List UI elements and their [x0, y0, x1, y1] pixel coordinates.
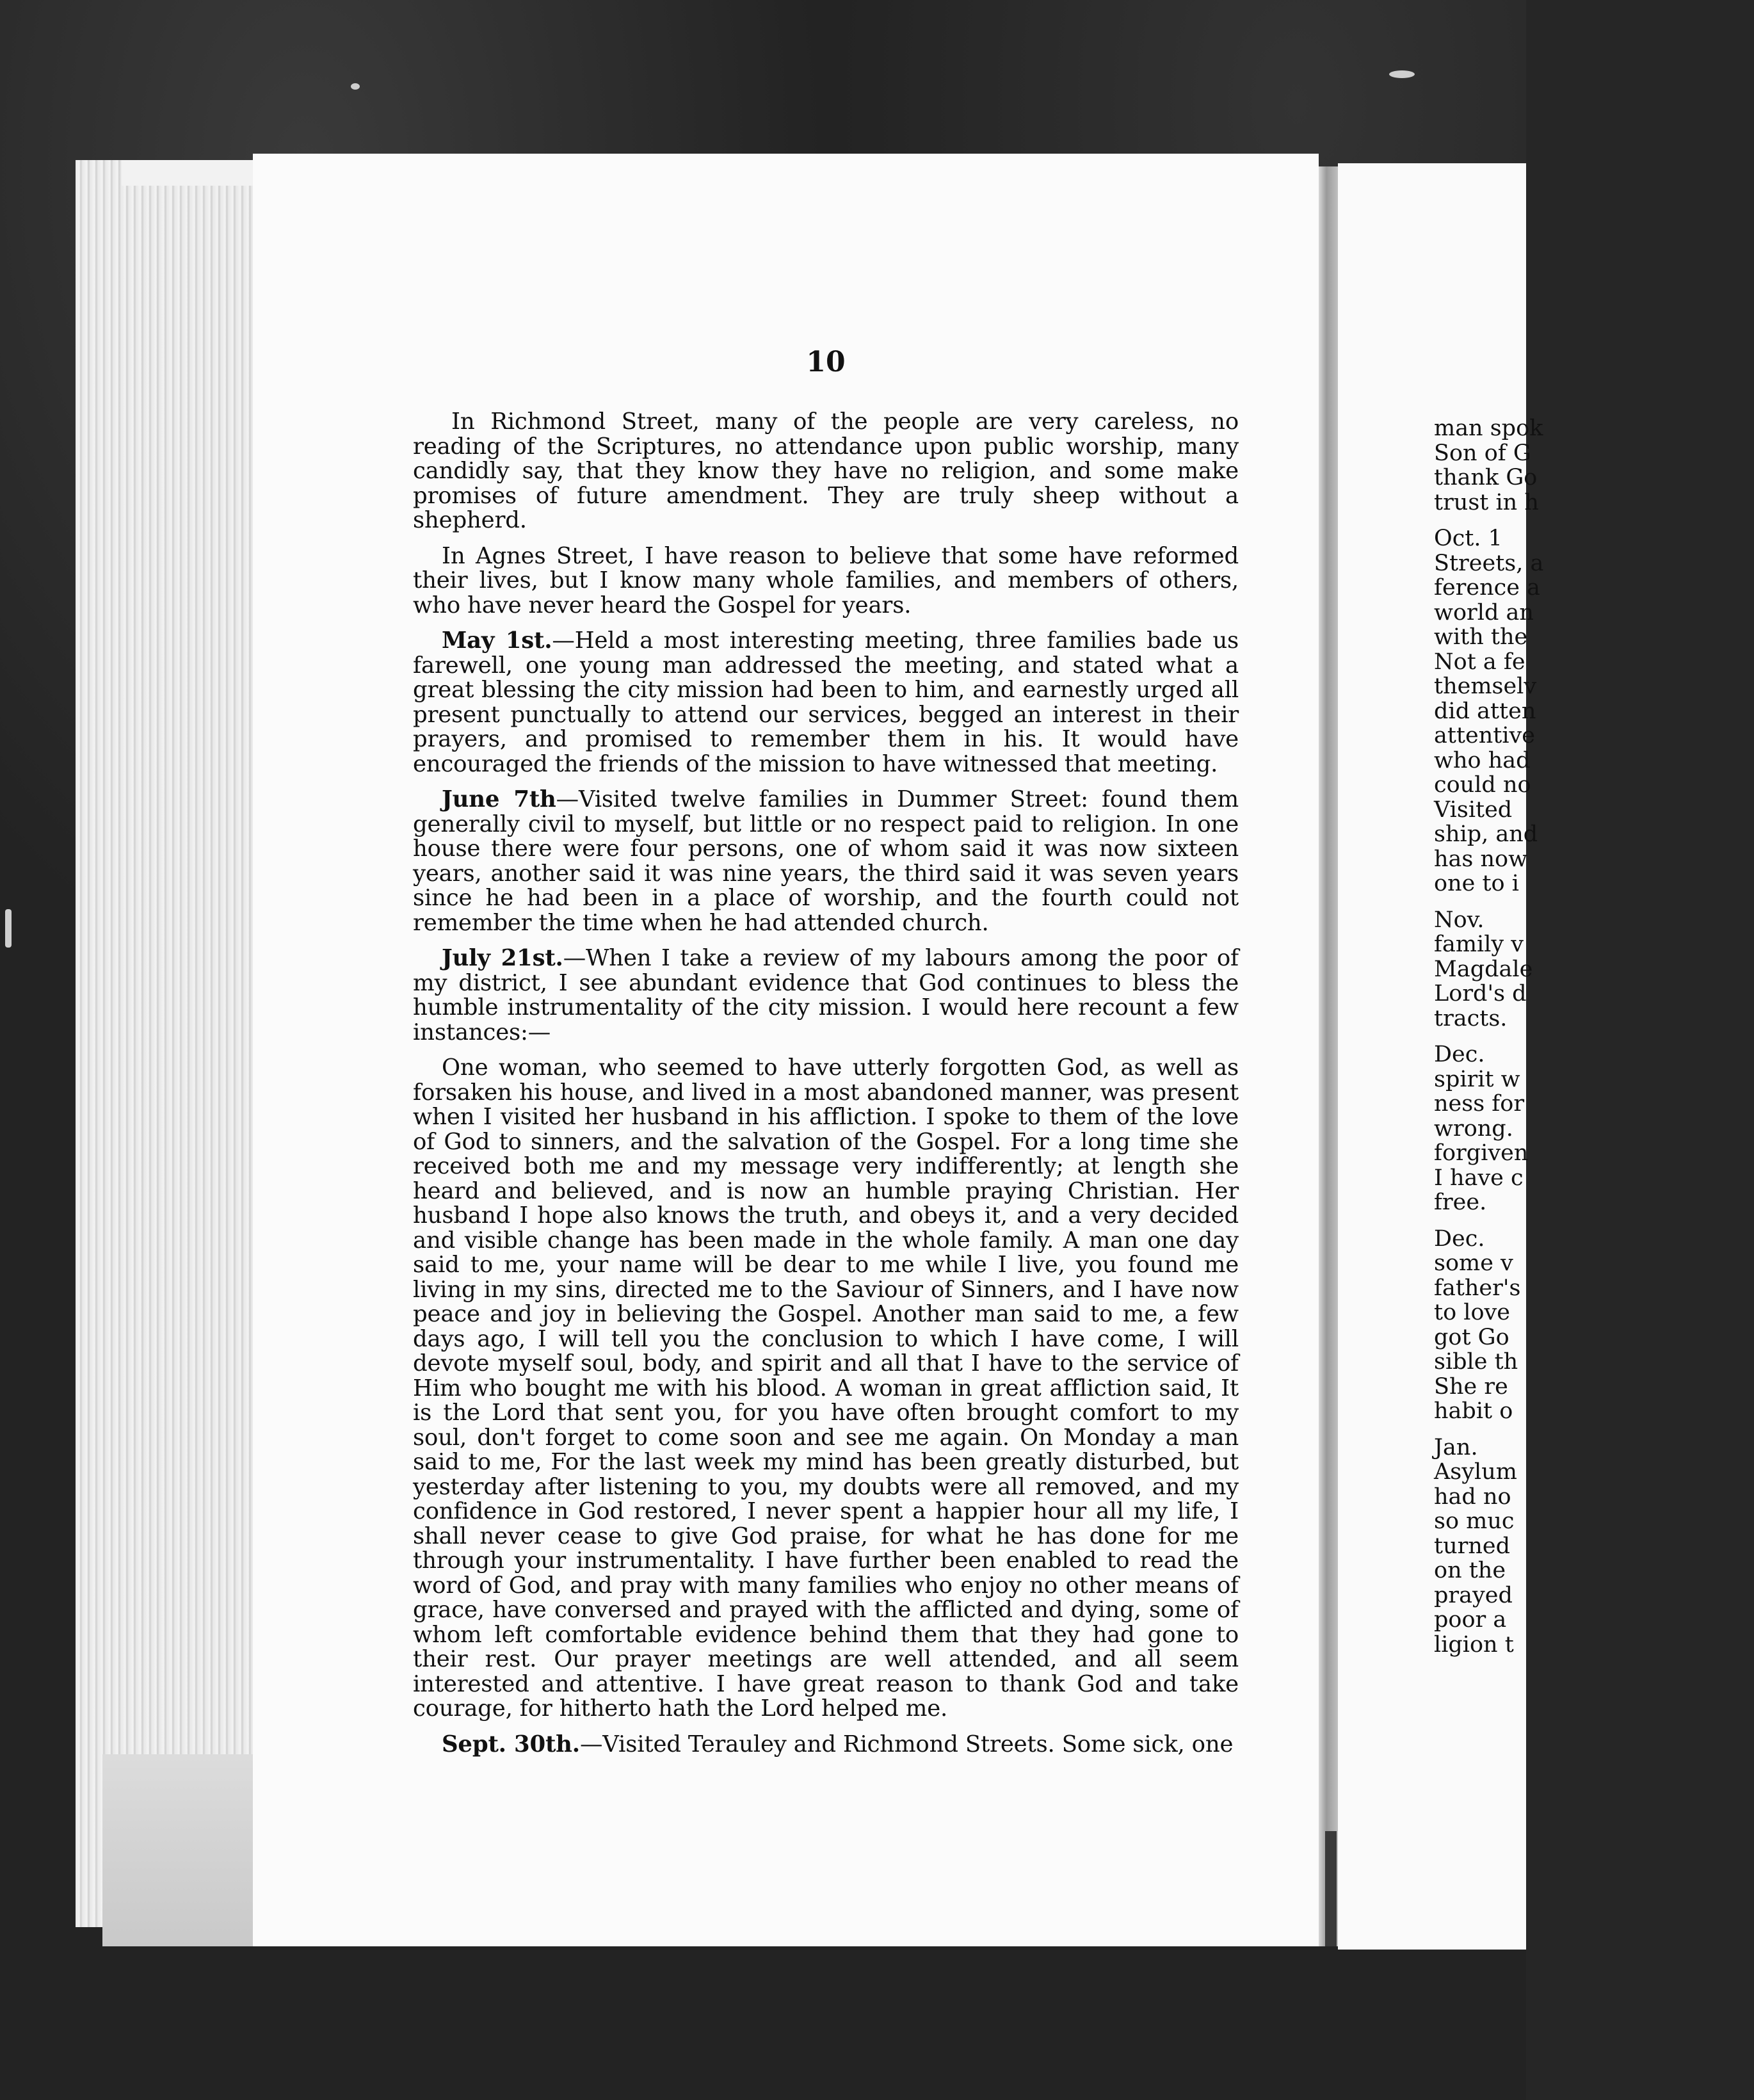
paragraph-text: —Held a most interesting meeting, three families bade us farewell, one young man addressed the meeting, and stated what a great blessing the city mission had been to him, and earnestly urged all present punctually to attend our services, begged an interest in their prayers, and promised to remember them in his. It would have encouraged the friends of the mission to have witnessed that meeting. — [413, 627, 1239, 777]
right-page-line: did atten — [1434, 698, 1536, 724]
right-page-line: has now — [1434, 846, 1528, 872]
paragraph-text: —When I take a review of my labours among the poor of my district, I see abundant evidence that God continues to bless the humble instrumentality of the city mission. I would here recount a few instances:— — [413, 945, 1239, 1046]
paragraph-text: In Richmond Street, many of the people are very careless, no reading of the Scriptures, no attendance upon public worship, many candidly say, that they know they have no religion, and some make promises of future amendment. They are truly sheep without a shepherd. — [413, 408, 1239, 533]
paragraph-gap — [1434, 1215, 1754, 1227]
right-page-line: Magdale — [1434, 956, 1533, 982]
right-page-line: Not a fe — [1434, 649, 1525, 675]
date-heading: Sept. 30th. — [442, 1731, 580, 1757]
right-page — [1338, 163, 1544, 1950]
paragraph-text: —Visited twelve families in Dummer Street: found them generally civil to myself, but little or no respect paid to religion. In one house there were four persons, one of whom said it was now sixteen years, another said it was nine years, the third said it was seven years since he had been in a place of worship, and the fourth could not remember the time when he had attended church. — [413, 786, 1239, 936]
paragraph — [413, 946, 1239, 1045]
right-page-line: Asylum — [1434, 1459, 1517, 1485]
right-page-line: attentive — [1434, 723, 1535, 748]
date-heading: June 7th — [442, 786, 556, 812]
right-page-line: ness for — [1434, 1091, 1525, 1117]
right-page-line: family v — [1434, 932, 1524, 957]
paragraph — [413, 629, 1239, 777]
right-page-line: poor a — [1434, 1607, 1507, 1633]
paragraph — [413, 1732, 1239, 1757]
dust-speck — [5, 909, 12, 948]
right-page-line: Dec. — [1434, 1225, 1485, 1252]
right-page-line: with the — [1434, 624, 1528, 650]
right-page-line: had no — [1434, 1483, 1511, 1510]
right-page-line: world an — [1434, 599, 1534, 626]
paragraph-gap — [1434, 515, 1754, 526]
right-page-line: Nov. — [1434, 907, 1484, 933]
right-page-line: Visited — [1434, 796, 1513, 823]
right-page-line: wrong. — [1434, 1115, 1513, 1142]
right-page-line: one to i — [1434, 871, 1519, 896]
right-page-line: to love — [1434, 1300, 1511, 1325]
paragraph-gap — [1434, 1031, 1754, 1042]
right-page-line: forgiven — [1434, 1140, 1529, 1166]
right-page-line: turned — [1434, 1533, 1510, 1559]
right-page-line: could no — [1434, 772, 1531, 798]
date-heading: May 1st. — [442, 627, 552, 654]
right-page-line: ligion t — [1434, 1631, 1514, 1658]
right-page-line: on the — [1434, 1558, 1506, 1583]
paragraph-text: —Visited Terauley and Richmond Streets. Some sick, one — [579, 1731, 1234, 1757]
right-page-line: some v — [1434, 1250, 1513, 1276]
right-page-line: sible th — [1434, 1349, 1518, 1375]
paragraph — [413, 410, 1239, 533]
right-page-line: spirit w — [1434, 1066, 1520, 1092]
right-page-line: Streets, a — [1434, 550, 1544, 576]
right-page-line: She re — [1434, 1373, 1508, 1400]
book-page-edges — [76, 160, 268, 1927]
date-heading: July 21st. — [442, 945, 563, 971]
main-text-column — [413, 410, 1239, 1768]
right-page-line: I have c — [1434, 1165, 1524, 1191]
right-page-line: prayed — [1434, 1582, 1513, 1608]
dust-speck — [1389, 70, 1415, 78]
right-page-line: father's — [1434, 1275, 1521, 1301]
right-page-line: who had — [1434, 747, 1531, 773]
book-gutter — [1319, 166, 1338, 1946]
paragraph-gap — [1434, 896, 1754, 908]
right-page-line: Oct. 1 — [1434, 526, 1502, 551]
right-page-line: trust in h — [1434, 489, 1539, 515]
right-page-line: thank Go — [1434, 465, 1538, 490]
dust-speck — [351, 83, 360, 90]
right-page-line: tracts. — [1434, 1005, 1508, 1031]
paragraph — [413, 544, 1239, 618]
paragraph — [413, 788, 1239, 935]
right-page-text — [1434, 416, 1754, 1657]
right-page-line: free. — [1434, 1190, 1487, 1215]
right-page-line: ship, and — [1434, 821, 1538, 847]
page-number: 10 — [806, 346, 846, 378]
right-page-line: got Go — [1434, 1324, 1509, 1350]
right-page-line: man spok — [1434, 416, 1543, 441]
right-page-line: Son of G — [1434, 440, 1531, 466]
paragraph-text: One woman, who seemed to have utterly forgotten God, as well as forsaken his house, and lived in a most abandoned manner, was present when I visited her husband in his affliction. I spoke to them of the love of God to sinners, and the salvation of the Gospel. For a long time she received both me and my message very indifferently; at length she heard and believed, and is now an humble praying Christian. Her husband I hope also knows the truth, and obeys it, and a very decided and visible change has been made in the whole family. A man one day said to me, your name will be dear to me while I live, you found me living in my sins, directed me to the Saviour of Sinners, and I have now peace and joy in believing the Gospel. Another man said to me, a few days ago, I will tell you the conclusion to which I have come, I will devote myself soul, body, and spirit and all that I have to the service of Him who bought me with his blood. A woman in great affliction said, It is the Lord that sent you, for you have often brought comfort to my soul, don't forget to come soon and see me again. On Monday a man said to me, For the last week my mind has been greatly disturbed, but yesterday after listening to you, my doubts were all removed, and my confidence in God restored, I never spent a happier hour all my life, I shall never cease to give God praise, for what he has done for me through your instrumentality. I have further been enabled to read the word of God, and pray with many families who enjoy no other means of grace, have conversed and prayed with the afflicted and dying, some of whom left comfortable evidence behind them that they had gone to their rest. Our prayer meetings are well attended, and all seem interested and attentive. I have great reason to thank God and take courage, for hitherto hath the Lord helped me. — [413, 1054, 1239, 1722]
right-page-line: themselv — [1434, 674, 1537, 699]
right-page-line: so muc — [1434, 1508, 1515, 1534]
paragraph-gap — [1434, 1424, 1754, 1435]
book-gutter-shadow — [1325, 1831, 1337, 1946]
right-page-line: ference a — [1434, 575, 1540, 601]
right-page-line: Dec. — [1434, 1042, 1485, 1067]
right-page-line: habit o — [1434, 1398, 1513, 1424]
paragraph — [413, 1056, 1239, 1722]
book-page-edges-top — [122, 160, 269, 186]
right-page-line: Lord's d — [1434, 981, 1527, 1006]
paragraph-text: In Agnes Street, I have reason to believe that some have reformed their lives, but I know many whole families, and members of others, who have never heard the Gospel for years. — [413, 542, 1239, 618]
right-page-line: Jan. — [1434, 1434, 1478, 1460]
